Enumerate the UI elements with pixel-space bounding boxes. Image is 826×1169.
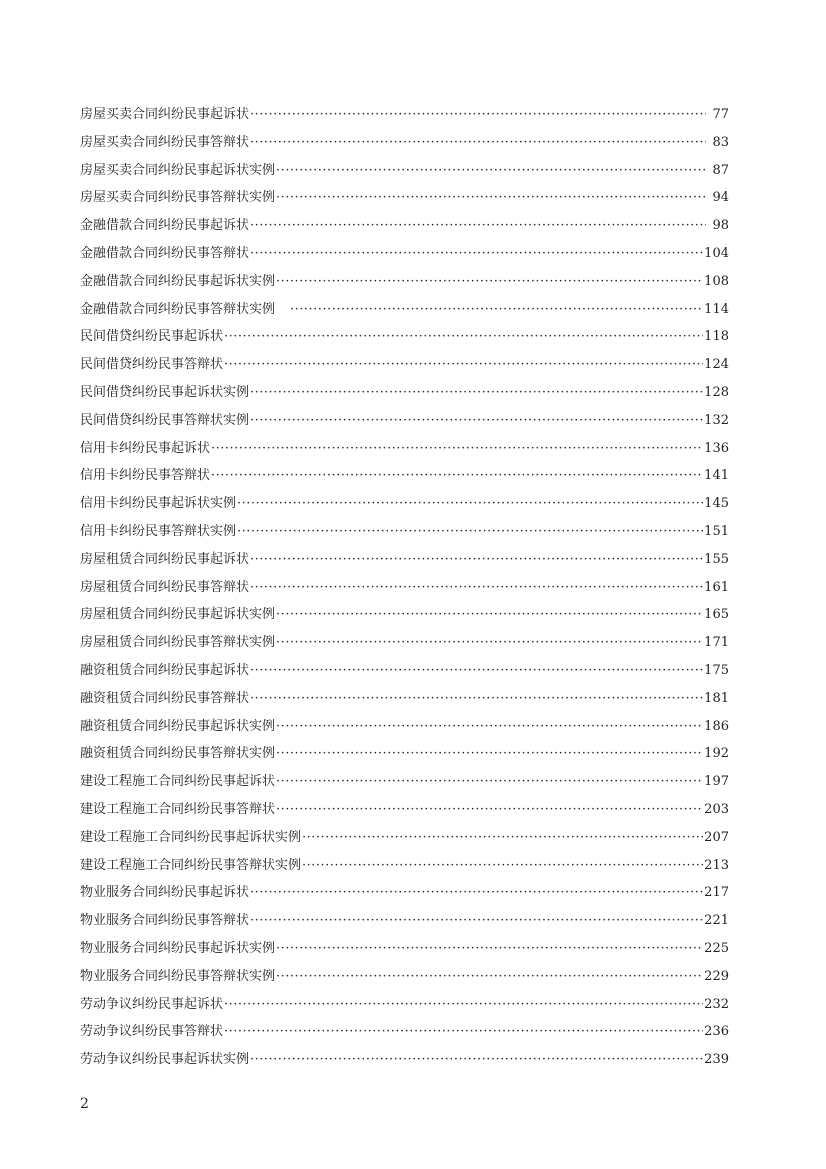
toc-entry[interactable] bbox=[80, 713, 729, 741]
toc-entry[interactable] bbox=[80, 879, 729, 907]
toc-entry[interactable] bbox=[80, 907, 729, 935]
toc-entry-page: 171 bbox=[704, 635, 729, 651]
toc-entry-page: 207 bbox=[704, 829, 729, 845]
toc-dot-leader bbox=[250, 212, 706, 240]
toc-entry-page: 94 bbox=[712, 190, 729, 206]
toc-entry[interactable] bbox=[80, 963, 729, 991]
toc-entry-page: 203 bbox=[704, 801, 729, 817]
toc-entry-title: 融资租赁合同纠纷民事起诉状 bbox=[80, 662, 250, 678]
toc-entry[interactable] bbox=[80, 240, 729, 268]
toc-dot-leader bbox=[250, 1046, 703, 1074]
toc-entry-title: 物业服务合同纠纷民事答辩状实例 bbox=[80, 968, 276, 984]
toc-dot-leader bbox=[276, 963, 703, 991]
toc-entry-page: 175 bbox=[704, 662, 729, 678]
toc-dot-leader bbox=[237, 518, 703, 546]
toc-entry[interactable] bbox=[80, 462, 729, 490]
toc-dot-leader bbox=[211, 435, 703, 463]
toc-entry[interactable] bbox=[80, 991, 729, 1019]
toc-entry[interactable] bbox=[80, 852, 729, 880]
toc-entry[interactable] bbox=[80, 323, 729, 351]
toc-entry-page: 124 bbox=[704, 357, 729, 373]
toc-entry[interactable] bbox=[80, 768, 729, 796]
toc-entry[interactable] bbox=[80, 296, 729, 324]
toc-dot-leader bbox=[250, 101, 706, 129]
toc-entry-page: 128 bbox=[704, 384, 729, 400]
toc-dot-leader bbox=[276, 601, 703, 629]
toc-entry-title: 融资租赁合同纠纷民事答辩状 bbox=[80, 690, 250, 706]
toc-dot-leader bbox=[276, 796, 703, 824]
toc-entry-page: 114 bbox=[704, 301, 729, 317]
toc-entry-page: 83 bbox=[712, 134, 729, 150]
toc-entry[interactable] bbox=[80, 101, 729, 129]
toc-entry-title: 信用卡纠纷民事起诉状实例 bbox=[80, 496, 237, 512]
toc-dot-leader bbox=[250, 574, 703, 602]
toc-dot-leader bbox=[276, 629, 703, 657]
toc-entry-page: 141 bbox=[704, 468, 729, 484]
toc-entry-title: 金融借款合同纠纷民事起诉状实例 bbox=[80, 273, 276, 289]
toc-entry-title: 房屋租赁合同纠纷民事答辩状实例 bbox=[80, 635, 276, 651]
toc-dot-leader bbox=[250, 685, 703, 713]
toc-entry-title: 民间借贷纠纷民事答辩状实例 bbox=[80, 412, 250, 428]
toc-entry-page: 165 bbox=[704, 607, 729, 623]
toc-entry-title: 建设工程施工合同纠纷民事起诉状 bbox=[80, 774, 276, 790]
page-number: 2 bbox=[80, 1096, 89, 1112]
toc-entry-title: 民间借贷纠纷民事起诉状 bbox=[80, 329, 224, 345]
toc-entry-title: 金融借款合同纠纷民事答辩状 bbox=[80, 245, 250, 261]
toc-entry[interactable] bbox=[80, 518, 729, 546]
toc-dot-leader bbox=[211, 462, 703, 490]
toc-entry-title: 信用卡纠纷民事起诉状 bbox=[80, 440, 211, 456]
toc-entry-title: 信用卡纠纷民事答辩状实例 bbox=[80, 523, 237, 539]
toc-entry-title: 房屋买卖合同纠纷民事起诉状实例 bbox=[80, 162, 276, 178]
toc-entry[interactable] bbox=[80, 157, 729, 185]
toc-dot-leader bbox=[250, 657, 703, 685]
toc-entry-page: 217 bbox=[704, 885, 729, 901]
toc-entry-page: 104 bbox=[704, 245, 729, 261]
toc-entry-title: 金融借款合同纠纷民事答辩状实例 bbox=[80, 301, 276, 317]
toc-entry-title: 物业服务合同纠纷民事答辩状 bbox=[80, 913, 250, 929]
toc-entry[interactable] bbox=[80, 935, 729, 963]
toc-dot-leader bbox=[276, 157, 706, 185]
toc-entry-page: 221 bbox=[704, 913, 729, 929]
toc-dot-leader bbox=[276, 768, 703, 796]
toc-dot-leader bbox=[276, 268, 703, 296]
toc-dot-leader bbox=[224, 323, 703, 351]
toc-entry[interactable] bbox=[80, 379, 729, 407]
toc-dot-leader bbox=[224, 1018, 703, 1046]
toc-entry-title: 房屋租赁合同纠纷民事起诉状 bbox=[80, 551, 250, 567]
toc-entry-title: 融资租赁合同纠纷民事答辩状实例 bbox=[80, 746, 276, 762]
toc-entry-title: 融资租赁合同纠纷民事起诉状实例 bbox=[80, 718, 276, 734]
toc-dot-leader bbox=[250, 407, 703, 435]
toc-entry[interactable] bbox=[80, 184, 729, 212]
toc-entry-title: 房屋买卖合同纠纷民事答辩状 bbox=[80, 134, 250, 150]
toc-entry-title: 建设工程施工合同纠纷民事答辩状实例 bbox=[80, 857, 302, 873]
toc-entry-title: 物业服务合同纠纷民事起诉状实例 bbox=[80, 940, 276, 956]
toc-entry-page: 197 bbox=[704, 774, 729, 790]
toc-dot-leader bbox=[224, 351, 703, 379]
toc-entry[interactable] bbox=[80, 268, 729, 296]
toc-dot-leader bbox=[276, 184, 706, 212]
toc-dot-leader bbox=[302, 852, 703, 880]
toc-entry[interactable] bbox=[80, 601, 729, 629]
toc-dot-leader bbox=[250, 546, 703, 574]
toc-entry[interactable] bbox=[80, 796, 729, 824]
toc-entry-title: 建设工程施工合同纠纷民事答辩状 bbox=[80, 801, 276, 817]
toc-entry-page: 77 bbox=[712, 107, 729, 122]
toc-entry[interactable] bbox=[80, 824, 729, 852]
toc-entry-page: 213 bbox=[704, 857, 729, 873]
toc-entry[interactable] bbox=[80, 685, 729, 713]
toc-dot-leader bbox=[250, 379, 703, 407]
toc-entry-title: 房屋租赁合同纠纷民事答辩状 bbox=[80, 579, 250, 595]
toc-dot-leader bbox=[250, 907, 703, 935]
toc-entry-title: 劳动争议纠纷民事起诉状 bbox=[80, 996, 224, 1012]
toc-dot-leader bbox=[276, 935, 703, 963]
toc-entry-title: 建设工程施工合同纠纷民事起诉状实例 bbox=[80, 829, 302, 845]
toc-dot-leader bbox=[276, 713, 703, 741]
toc-entry-title: 信用卡纠纷民事答辩状 bbox=[80, 468, 211, 484]
toc-entry-title: 房屋租赁合同纠纷民事起诉状实例 bbox=[80, 607, 276, 623]
toc-entry[interactable] bbox=[80, 657, 729, 685]
toc-entry[interactable] bbox=[80, 740, 729, 768]
toc-entry-page: 87 bbox=[712, 162, 729, 178]
toc-entry[interactable] bbox=[80, 212, 729, 240]
toc-entry-page: 186 bbox=[704, 718, 729, 734]
toc-entry-page: 192 bbox=[704, 746, 729, 762]
toc-entry-page: 229 bbox=[704, 968, 729, 984]
toc-entry-page: 155 bbox=[704, 551, 729, 567]
toc-dot-leader bbox=[250, 240, 703, 268]
toc-entry[interactable] bbox=[80, 435, 729, 463]
toc-entry-title: 金融借款合同纠纷民事起诉状 bbox=[80, 218, 250, 234]
toc-entry-page: 181 bbox=[704, 690, 729, 706]
toc-entry[interactable] bbox=[80, 407, 729, 435]
toc-entry-page: 98 bbox=[712, 218, 729, 234]
toc-entry-page: 136 bbox=[704, 440, 729, 456]
toc-entry[interactable] bbox=[80, 129, 729, 157]
toc-entry-page: 232 bbox=[704, 996, 729, 1012]
toc-entry-page: 161 bbox=[704, 579, 729, 595]
toc-entry[interactable] bbox=[80, 1046, 729, 1074]
toc-entry-title: 劳动争议纠纷民事答辩状 bbox=[80, 1024, 224, 1040]
toc-entry-page: 225 bbox=[704, 940, 729, 956]
toc-entry-page: 236 bbox=[704, 1024, 729, 1040]
toc-entry[interactable] bbox=[80, 351, 729, 379]
toc-dot-leader bbox=[276, 740, 703, 768]
toc-entry[interactable] bbox=[80, 490, 729, 518]
toc-entry-title: 物业服务合同纠纷民事起诉状 bbox=[80, 885, 250, 901]
toc-entry-title: 房屋买卖合同纠纷民事答辩状实例 bbox=[80, 190, 276, 206]
toc-entry[interactable] bbox=[80, 1018, 729, 1046]
toc-dot-leader bbox=[290, 296, 703, 324]
toc-entry-page: 132 bbox=[704, 412, 729, 428]
toc-entry-title: 民间借贷纠纷民事起诉状实例 bbox=[80, 384, 250, 400]
toc-entry-title: 民间借贷纠纷民事答辩状 bbox=[80, 357, 224, 373]
toc-entry[interactable] bbox=[80, 629, 729, 657]
toc-entry[interactable] bbox=[80, 574, 729, 602]
toc-dot-leader bbox=[237, 490, 703, 518]
toc-entry-title: 房屋买卖合同纠纷民事起诉状 bbox=[80, 107, 250, 122]
table-of-contents bbox=[80, 101, 729, 1074]
toc-entry-page: 118 bbox=[704, 329, 729, 345]
toc-entry-page: 145 bbox=[704, 496, 729, 512]
toc-dot-leader bbox=[250, 879, 703, 907]
toc-entry-page: 239 bbox=[704, 1052, 729, 1068]
toc-entry[interactable] bbox=[80, 546, 729, 574]
toc-dot-leader bbox=[302, 824, 703, 852]
toc-entry-title: 劳动争议纠纷民事起诉状实例 bbox=[80, 1052, 250, 1068]
toc-entry-page: 108 bbox=[704, 273, 729, 289]
toc-entry-page: 151 bbox=[704, 523, 729, 539]
toc-dot-leader bbox=[224, 991, 703, 1019]
toc-dot-leader bbox=[250, 129, 706, 157]
